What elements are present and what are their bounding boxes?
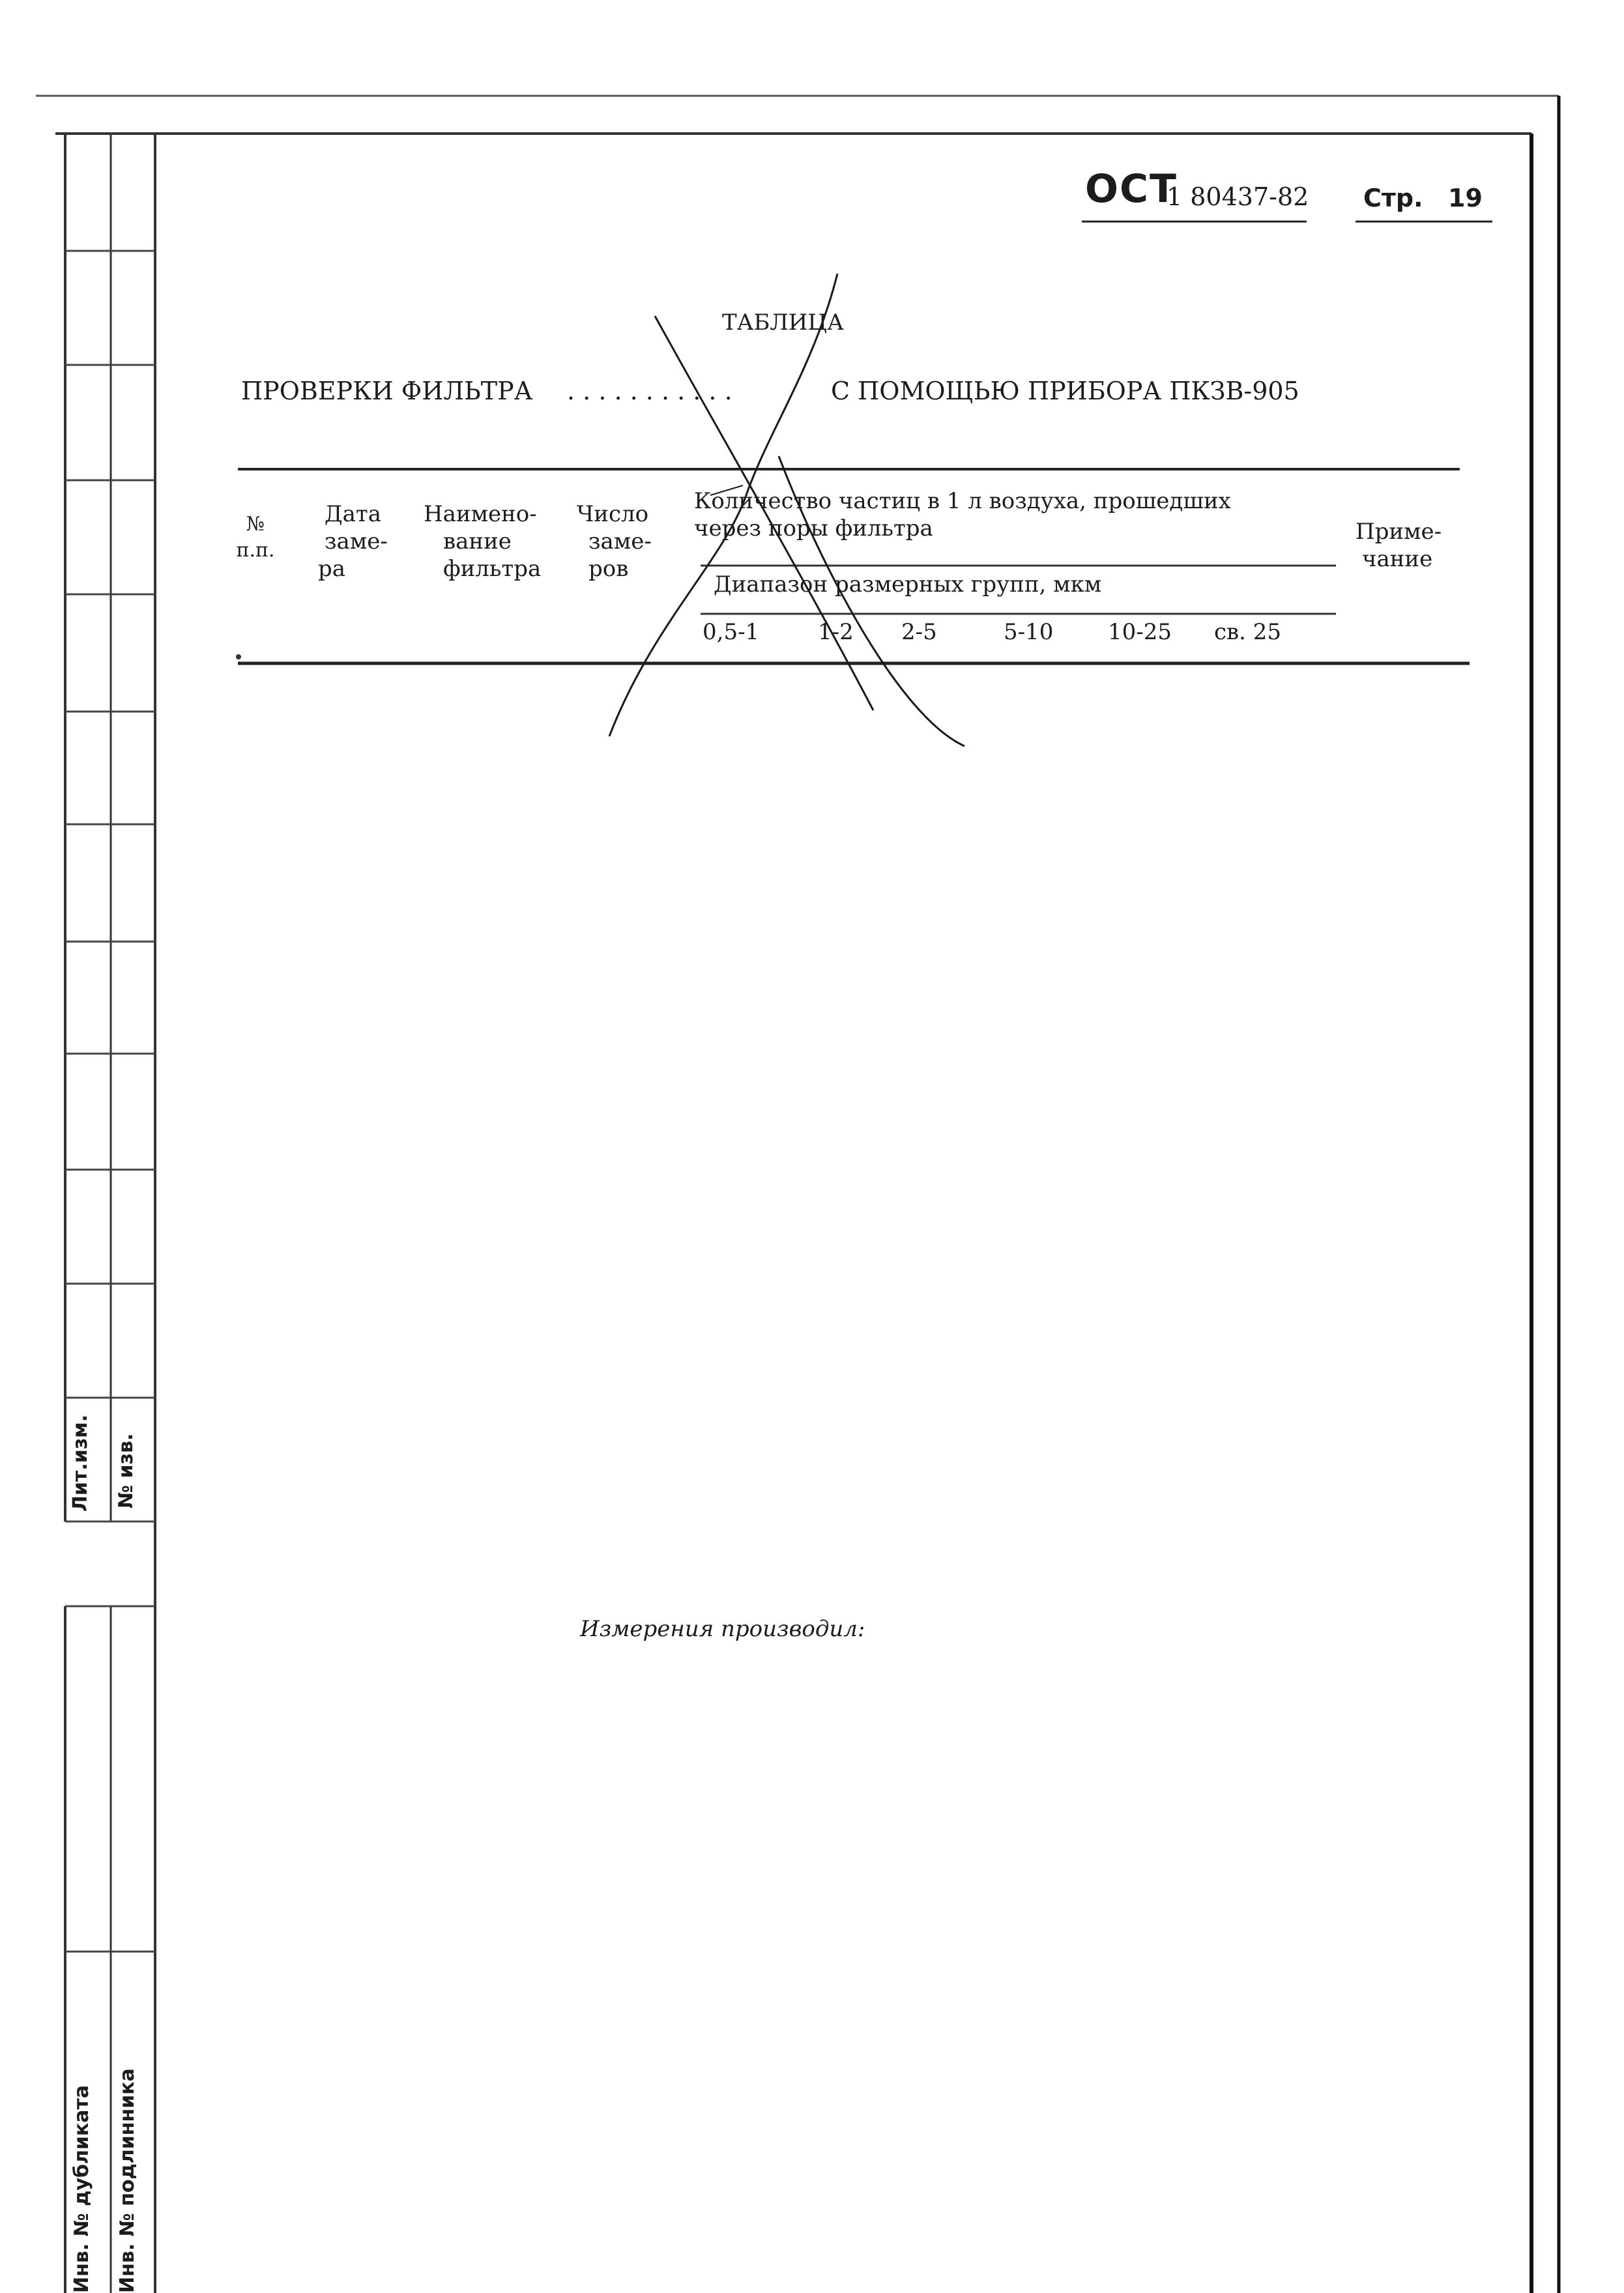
page-number: 19 <box>1448 184 1483 212</box>
col-name-line3: фильтра <box>443 556 542 582</box>
col-note-line1: Приме- <box>1356 519 1442 545</box>
range-1-2: 1-2 <box>818 619 854 645</box>
col-count-line3: ров <box>588 556 629 582</box>
measurements-by-label: Измерения производил: <box>580 1616 865 1642</box>
range-over-25: св. 25 <box>1214 619 1282 645</box>
col-count-line1: Число <box>577 501 649 527</box>
range-0-5-1: 0,5-1 <box>703 619 760 645</box>
range-10-25: 10-25 <box>1108 619 1172 645</box>
stamp-inv-dublikata: Инв. № дубликата <box>70 2084 93 2293</box>
particles-header-line2: через поры фильтра <box>694 515 933 541</box>
stamp-no-izv: № изв. <box>115 1433 138 1508</box>
col-number-header <box>236 512 275 564</box>
col-date-header <box>318 500 388 583</box>
title-device: С ПОМОЩЬЮ ПРИБОРА ПКЗВ-905 <box>831 377 1299 405</box>
col-name-header <box>424 500 541 583</box>
col-note-line2: чание <box>1362 546 1433 572</box>
col-name-line1: Наимено- <box>424 501 537 527</box>
col-count-line2: заме- <box>588 528 652 555</box>
col-count-header <box>577 500 652 583</box>
title-check-filter: ПРОВЕРКИ ФИЛЬТРА <box>241 377 533 405</box>
stamp-inv-podlinnika: Инв. № подлинника <box>116 2068 139 2293</box>
range-5-10: 5-10 <box>1004 619 1054 645</box>
col-number-line1: № <box>246 513 265 536</box>
col-name-line2: вание <box>443 528 512 555</box>
col-note-header <box>1356 518 1442 573</box>
col-number-line2: п.п. <box>236 539 275 562</box>
range-header: Диапазон размерных групп, мкм <box>714 571 1102 598</box>
particles-header-line1: Количество частиц в 1 л воздуха, прошедших <box>694 488 1231 514</box>
stamp-lit-izm: Лит.изм. <box>69 1414 92 1512</box>
table-title: ТАБЛИЦА <box>722 310 844 336</box>
range-2-5: 2-5 <box>901 619 937 645</box>
col-date-line2: заме- <box>325 528 388 555</box>
col-date-line1: Дата <box>325 501 381 527</box>
standard-prefix: ОСТ <box>1085 166 1178 212</box>
col-date-line3: ра <box>318 556 346 582</box>
standard-number: 1 80437-82 <box>1167 182 1309 211</box>
particles-header <box>694 487 1231 542</box>
page-label: Стр. <box>1363 184 1423 212</box>
title-dots: . . . . . . . . . . . <box>567 377 732 405</box>
